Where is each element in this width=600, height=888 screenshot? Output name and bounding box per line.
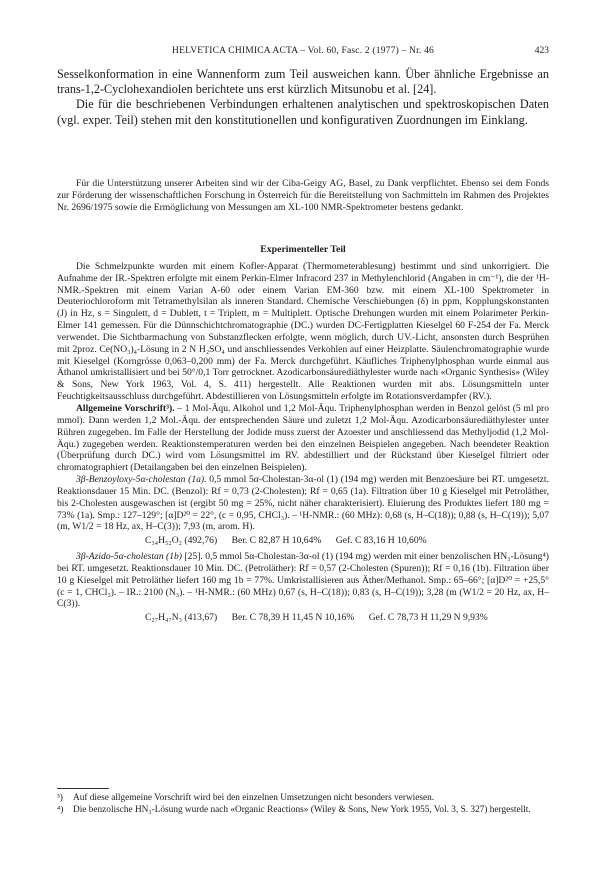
compound-1a-formula: C₃₄H₅₂O₂ (492,76) [145, 535, 218, 547]
compound-1a-text: 0,5 mmol 5α-Cholestan-3α-ol (1) (194 mg) werden mit Benzoesäure bei RT. umgesetzt. Reaktionsdauer 15 Min. DC. (Benzol): Rf = 0,73 (2-Cholesten); Rf = 0,65 (1a). Filtration über 10 g Kieselgel mit Petroläther, bis 2-Cholesten ausgewaschen ist (ergibt 50 mg = 25%, nicht näher charakterisiert). Eluierung des Produktes liefert 180 mg = 73% (1a). Smp.: 127–129°; [α]D²⁰ = 22°, (c = 0,95, CHCl₃). – ¹H-NMR.: (60 MHz): 0,68 (s, H–C(18)); 0,88 (s, H–C(19)); 5,07 (m, W1/2 = 18 Hz, ax, H–C(3)); 7,93 (m, arom. H). [57, 474, 549, 533]
experimental-general-text: Die Schmelzpunkte wurden mit einem Kofler-Apparat (Thermometerablesung) bestimmt und sind unkorrigiert. Die Aufnahme der IR.-Spektren erfolgte mit einem Perkin-Elmer Infracord 237 in Methylenchlorid (Angaben in cm⁻¹), die der ¹H-NMR.-Spektren mit einem Varian A-60 oder einem Varian EM-360 bzw. mit einem XL-100 Spektrometer in Deuteriochloroform mit Tetramethylsilan als inneren Standard. Chemische Verschiebungen (δ) in ppm, Kopplungskonstanten (J) in Hz, s = Singulett, d = Dublett, t = Triplett, m = Multiplett. Optische Drehungen wurden mit einem Polarimeter Perkin-Elmer 141 gemessen. Für die Dünnschichtchromatographie (DC.) wurden DC-Fertigplatten Kieselgel 60 F-254 der Fa. Merck verwendet. Die Sichtbarmachung von Substanzflecken erfolgte, wenn möglich, durch UV.-Licht, ansonsten durch Besprühen mit 2proz. Ce(NO₃)₄-Lösung in 2 N H₂SO₄ und anschliessendes Verkohlen auf einer Heizplatte. Säulenchromatographie wurde mit Kieselgel (Korngrösse 0,063–0,200 mm) der Fa. Merck durchgeführt. Käufliches Triphenylphosphan wurde einmal aus Äthanol umkristallisiert und bei 50°/0,1 Torr getrocknet. Azodicarbonsäurediäthylester wurde nach «Organic Synthesis» (Wiley & Sons, New York 1963, Vol. 4, S. 411) hergestellt. Alle Reaktionen wurden mit abs. Lösungsmitteln unter Feuchtigkeitsausschluss durchgeführt. Abdestillieren von Lösungsmitteln erfolgte im Rotationsverdampfer (RV.). [57, 260, 549, 403]
intro-paragraph-2: Die für die beschriebenen Verbindungen erhaltenen analytischen und spektroskopischen Daten (vgl. exper. Teil) stehen mit den konstitutionellen und konfigurativen Zuordnungen im Einklang. [57, 97, 549, 127]
intro-paragraph-1: Sesselkonformation in eine Wannenform zum Teil ausweichen kann. Über ähnliche Ergebnisse an trans-1,2-Cyclohexandiolen berichtete uns erst kürzlich Mitsunobu et al. [24]. [57, 67, 549, 97]
footnote-3-number: ³) [57, 793, 63, 803]
compound-1a-analysis [57, 535, 549, 547]
section-title: Experimenteller Teil [260, 244, 346, 255]
compound-1b [57, 551, 549, 610]
general-procedure-label: Allgemeine Vorschrift³). [76, 402, 175, 414]
footnotes [57, 788, 549, 816]
running-head: HELVETICA CHIMICA ACTA – Vol. 60, Fasc. 2 (1977) – Nr. 46 [172, 46, 434, 56]
footnote-3 [57, 793, 549, 805]
compound-1b-formula: C₂₇H₄₇N₃ (413,67) [145, 612, 218, 624]
acknowledgement [57, 178, 549, 214]
compound-1b-found: Gef. C 78,73 H 11,29 N 9,93% [368, 612, 488, 624]
footnote-4-number: ⁴) [57, 804, 64, 815]
compound-1a [57, 474, 549, 533]
intro-text [57, 67, 549, 128]
page-number: 423 [534, 46, 549, 56]
compound-1b-text: [25]. 0,5 mmol 5α-Cholestan-3α-ol (1) (194 mg) werden mit einer benzolischen HN₃-Lösung⁴) bei RT. umgesetzt. Reaktionsdauer 10 Min. DC. (Petroläther): Rf = 0,57 (2-Cholesten (Spuren)); Rf = 0,16 (1b). Filtration über 10 g Kieselgel mit Petroläther liefert 160 mg 1b = 77%. Umkristallisieren aus Äther/Methanol. Smp.: 65–66°; [α]D²⁰ = +25,5° (c = 1, CHCl₃). – IR.: 2100 (N₃). – ¹H-NMR.: (60 MHz) 0,67 (s, H–C(18)); 0,83 (s, H–C(19)); 3,28 (m (W1/2 = 20 Hz, ax, H–C(3)). [57, 551, 549, 610]
compound-1b-analysis [57, 612, 549, 624]
footnote-rule [57, 788, 109, 789]
footnote-4-text: Die benzolische HN₃-Lösung wurde nach «Organic Reactions» (Wiley & Sons, New York 1955, Vol. 3, S. 327) hergestellt. [73, 804, 531, 815]
compound-1a-name: 3β-Benzoyloxy-5α-cholestan (1a). [76, 474, 207, 486]
general-procedure [57, 403, 549, 474]
footnote-4 [57, 805, 549, 817]
general-procedure-text: – 1 Mol-Äqu. Alkohol und 1,2 Mol-Äqu. Triphenylphosphan werden in Benzol gelöst (5 ml pro mmol). Dann werden 1,2 Mol.-Äqu. der entsprechenden Säure und zuletzt 1,2 Mol-Äqu. Azodicarbonsäurediäthylester unter Rühren zugegeben. Im Falle der Herstellung der Jodide muss zuerst der Azoester und anschliessend das Methyljodid (1,2 Mol-Äqu.) zugegeben werden. Reaktionstemperaturen werden bei den einzelnen Beispielen angegeben. Nach beendeter Reaktion (Überprüfung durch DC.) wird vom Lösungsmittel im RV. abdestilliert und der Rückstand über Kieselgel filtriert oder chromatographiert (Detailangaben bei den einzelnen Beispielen). [57, 402, 550, 474]
footnote-3-text: Auf diese allgemeine Vorschrift wird bei den einzelnen Umsetzungen nicht besonders verwiesen. [73, 793, 435, 803]
compound-1a-calc: Ber. C 82,87 H 10,64% [231, 535, 322, 547]
experimental-section [57, 244, 549, 628]
compound-1a-found: Gef. C 83,16 H 10,60% [335, 535, 427, 547]
compound-1b-name: 3β-Azido-5α-cholestan (1b) [76, 551, 183, 563]
compound-1b-calc: Ber. C 78,39 H 11,45 N 10,16% [231, 612, 355, 624]
acknowledgement-text: Für die Unterstützung unserer Arbeiten sind wir der Ciba-Geigy AG, Basel, zu Dank verpflichtet. Ebenso sei dem Fonds zur Förderung der wissenschaftlichen Forschung in Österreich für die Bereitstellung von Sachmitteln im Rahmen des Projektes Nr. 2696/1975 sowie die Ermöglichung von Messungen am XL-100 NMR-Spektrometer bestens gedankt. [57, 178, 549, 213]
